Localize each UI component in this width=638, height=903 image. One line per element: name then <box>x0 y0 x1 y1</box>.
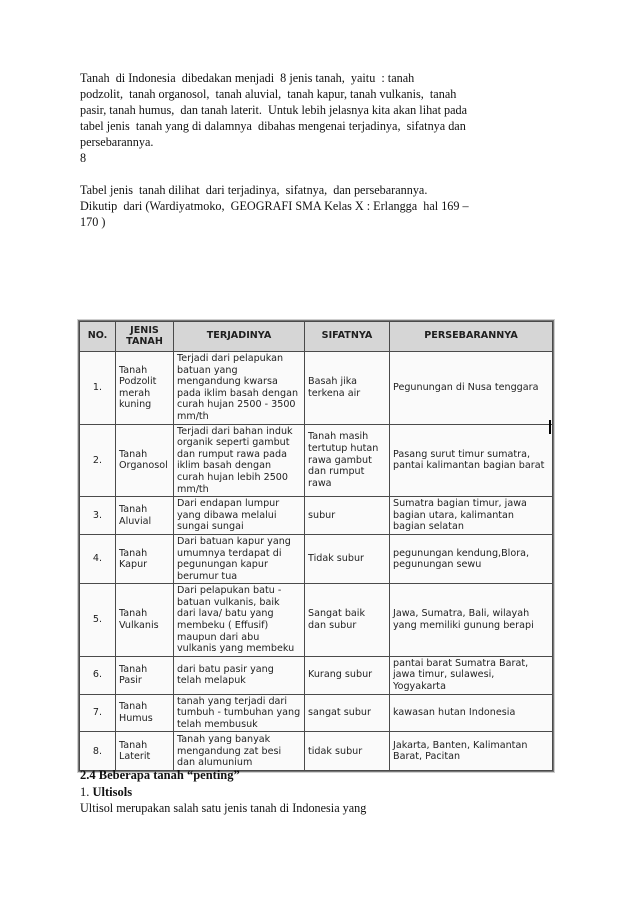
cell-no: 5. <box>80 584 116 657</box>
cell-jenis: Tanah Podzolit merah kuning <box>116 352 174 425</box>
cell-persebaran: Sumatra bagian timur, jawa bagian utara, kalimantan bagian selatan <box>390 497 553 535</box>
cell-persebaran: pegunungan kendung,Blora, pegunungan sewu <box>390 534 553 583</box>
table-row <box>80 424 553 497</box>
cell-sifatnya: Sangat baik dan subur <box>305 584 390 657</box>
cell-sifatnya: sangat subur <box>305 694 390 732</box>
cell-persebaran: pantai barat Sumatra Barat, jawa timur, sulawesi, Yogyakarta <box>390 656 553 694</box>
subsection-number: 1. <box>80 785 90 799</box>
cell-terjadinya: Terjadi dari bahan induk organik seperti gambut dan rumput rawa pada iklim basah dengan curah hujan lebih 2500 mm/th <box>174 424 305 497</box>
cell-no: 4. <box>80 534 116 583</box>
cell-persebaran: Pasang surut timur sumatra, pantai kalimantan bagian barat <box>390 424 553 497</box>
table-row <box>80 732 553 771</box>
subsection-heading <box>80 785 132 800</box>
soil-table-image <box>78 320 554 772</box>
cell-sifatnya: Basah jika terkena air <box>305 352 390 425</box>
cell-terjadinya: tanah yang terjadi dari tumbuh - tumbuhan yang telah membusuk <box>174 694 305 732</box>
cell-jenis: Tanah Organosol <box>116 424 174 497</box>
cell-terjadinya: Dari endapan lumpur yang dibawa melalui sungai sungai <box>174 497 305 535</box>
table-header-row <box>80 322 553 352</box>
cell-jenis: Tanah Pasir <box>116 656 174 694</box>
ultisol-paragraph: Ultisol merupakan salah satu jenis tanah di Indonesia yang <box>80 801 367 815</box>
cell-jenis: Tanah Humus <box>116 694 174 732</box>
table-row <box>80 497 553 535</box>
table-row <box>80 584 553 657</box>
section-heading: 2.4 Beberapa tanah “penting” <box>80 768 240 782</box>
cell-terjadinya: Dari pelapukan batu - batuan vulkanis, baik dari lava/ batu yang membeku ( Effusif) maupun dari abu vulkanis yang membeku <box>174 584 305 657</box>
cell-sifatnya: Tanah masih tertutup hutan rawa gambut dan rumput rawa <box>305 424 390 497</box>
scan-edge-mark <box>549 420 551 434</box>
cell-persebaran: Jakarta, Banten, Kalimantan Barat, Pacitan <box>390 732 553 771</box>
cell-sifatnya: tidak subur <box>305 732 390 771</box>
cell-jenis: Tanah Laterit <box>116 732 174 771</box>
cell-terjadinya: Tanah yang banyak mengandung zat besi dan alumunium <box>174 732 305 771</box>
soil-types-table <box>79 321 553 771</box>
cell-sifatnya: Tidak subur <box>305 534 390 583</box>
header-no: NO. <box>80 322 116 352</box>
cell-no: 7. <box>80 694 116 732</box>
source-paragraph: Tabel jenis tanah dilihat dari terjadinya, sifatnya, dan persebarannya. Dikutip dari (Wardiyatmoko, GEOGRAFI SMA Kelas X : Erlangga hal 169 – 170 ) <box>80 183 469 229</box>
table-row <box>80 694 553 732</box>
header-persebarannya: PERSEBARANNYA <box>390 322 553 352</box>
cell-no: 2. <box>80 424 116 497</box>
cell-jenis: Tanah Vulkanis <box>116 584 174 657</box>
cell-jenis: Tanah Kapur <box>116 534 174 583</box>
header-sifatnya: SIFATNYA <box>305 322 390 352</box>
header-jenis-tanah: JENIS TANAH <box>116 322 174 352</box>
cell-persebaran: kawasan hutan Indonesia <box>390 694 553 732</box>
cell-sifatnya: subur <box>305 497 390 535</box>
cell-persebaran: Jawa, Sumatra, Bali, wilayah yang memiliki gunung berapi <box>390 584 553 657</box>
header-terjadinya: TERJADINYA <box>174 322 305 352</box>
cell-terjadinya: dari batu pasir yang telah melapuk <box>174 656 305 694</box>
table-row <box>80 352 553 425</box>
cell-terjadinya: Dari batuan kapur yang umumnya terdapat di pegunungan kapur berumur tua <box>174 534 305 583</box>
cell-terjadinya: Terjadi dari pelapukan batuan yang mengandung kwarsa pada iklim basah dengan curah hujan 2500 - 3500 mm/th <box>174 352 305 425</box>
intro-paragraph: Tanah di Indonesia dibedakan menjadi 8 jenis tanah, yaitu : tanah podzolit, tanah organosol, tanah aluvial, tanah kapur, tanah vulkanis, tanah pasir, tanah humus, dan tanah laterit. Untuk lebih jelasnya kita akan lihat pada tabel jenis tanah yang di dalamnya dibahas mengenai terjadinya, sifatnya dan persebarannya. 8 <box>80 71 468 165</box>
cell-sifatnya: Kurang subur <box>305 656 390 694</box>
cell-no: 3. <box>80 497 116 535</box>
subsection-title: Ultisols <box>92 785 133 799</box>
cell-persebaran: Pegunungan di Nusa tenggara <box>390 352 553 425</box>
cell-jenis: Tanah Aluvial <box>116 497 174 535</box>
table-row <box>80 656 553 694</box>
cell-no: 8. <box>80 732 116 771</box>
table-row <box>80 534 553 583</box>
cell-no: 6. <box>80 656 116 694</box>
cell-no: 1. <box>80 352 116 425</box>
